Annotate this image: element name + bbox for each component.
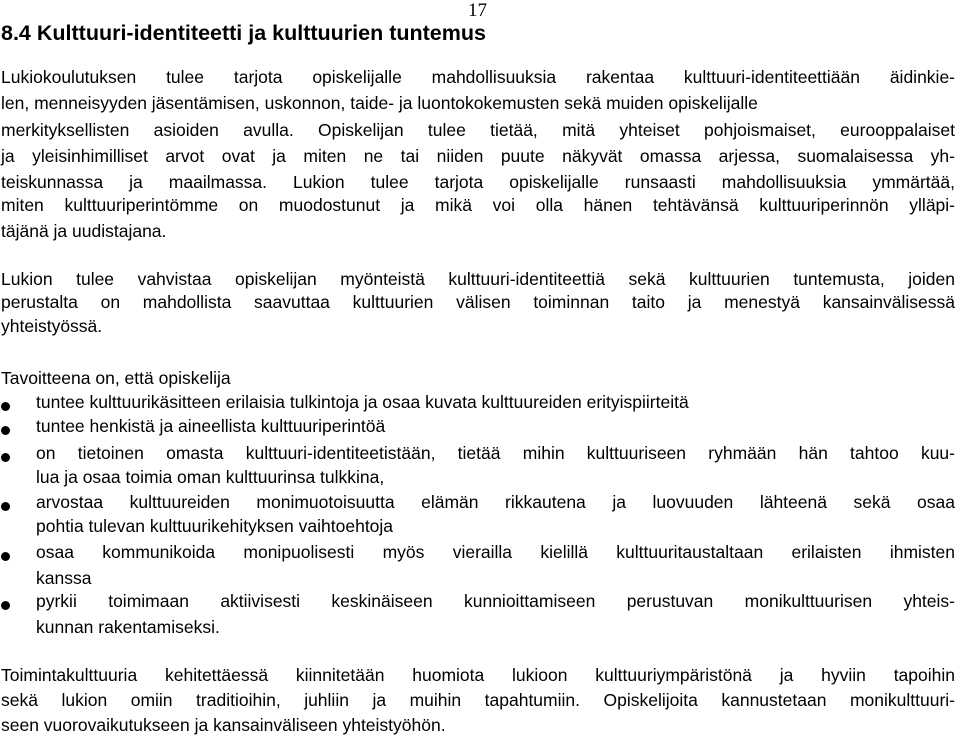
paragraph-line: miten kulttuuriperintömme on muodostunut ja mikä voi olla hänen tehtävänsä kulttuuriperinnön ylläpi- bbox=[1, 195, 955, 215]
list-item-text: on tietoinen omasta kulttuuri-identiteetistään, tietää mihin kulttuuriseen ryhmään hän tahtoo kuu- bbox=[36, 443, 955, 463]
bullet-icon bbox=[1, 453, 10, 462]
list-item-text: lua ja osaa toimia oman kulttuurinsa tulkkina, bbox=[36, 467, 385, 487]
list-item-text: pohtia tulevan kulttuurikehityksen vaihtoehtoja bbox=[36, 516, 394, 536]
paragraph-line: perustalta on mahdollista saavuttaa kulttuurien välisen toiminnan taito ja menestyä kansainvälisessä bbox=[1, 292, 955, 312]
section-heading: 8.4 Kulttuuri-identiteetti ja kulttuurien tuntemus bbox=[1, 21, 486, 45]
goals-intro: Tavoitteena on, että opiskelija bbox=[1, 368, 231, 388]
paragraph-line: len, menneisyyden jäsentämisen, uskonnon, taide- ja luontokokemusten sekä muiden opiskelijalle bbox=[1, 93, 758, 113]
list-item-text: osaa kommunikoida monipuolisesti myös vierailla kielillä kulttuuritaustaltaan erilaisten ihmisten bbox=[36, 542, 955, 562]
list-item-text: pyrkii toimimaan aktiivisesti keskinäiseen kunnioittamiseen perustuvan monikulttuurisen yhteis- bbox=[36, 591, 955, 611]
paragraph-line: merkityksellisten asioiden avulla. Opiskelijan tulee tietää, mitä yhteiset pohjoismaiset, eurooppalaiset bbox=[1, 120, 955, 140]
paragraph-line: seen vuorovaikutukseen ja kansainväliseen yhteistyöhön. bbox=[1, 715, 446, 735]
paragraph-line: Lukion tulee vahvistaa opiskelijan myönteistä kulttuuri-identiteettiä sekä kulttuurien tuntemusta, joiden bbox=[1, 269, 955, 289]
bullet-icon bbox=[1, 426, 10, 435]
page-number: 17 bbox=[468, 0, 487, 21]
paragraph-line: yhteistyössä. bbox=[1, 316, 103, 336]
list-item-text: tuntee kulttuurikäsitteen erilaisia tulkintoja ja osaa kuvata kulttuureiden erityispiirteitä bbox=[36, 392, 689, 412]
bullet-icon bbox=[1, 402, 10, 411]
list-item-text: arvostaa kulttuureiden monimuotoisuutta elämän rikkautena ja luovuuden lähteenä sekä osaa bbox=[36, 492, 955, 512]
bullet-icon bbox=[1, 502, 10, 511]
paragraph-line: ja yleisinhimilliset arvot ovat ja miten ne tai niiden puute näkyvät omassa arjessa, suomalaisessa yh- bbox=[1, 146, 955, 166]
paragraph-line: Toimintakulttuuria kehitettäessä kiinnitetään huomiota lukioon kulttuuriympäristönä ja hyviin tapoihin bbox=[1, 665, 955, 685]
bullet-icon bbox=[1, 601, 10, 610]
list-item-text: kanssa bbox=[36, 568, 92, 588]
list-item-text: kunnan rakentamiseksi. bbox=[36, 617, 220, 637]
paragraph-line: täjänä ja uudistajana. bbox=[1, 221, 167, 241]
paragraph-line: sekä lukion omiin traditioihin, juhliin ja muihin tapahtumiin. Opiskelijoita kannustetaan monikulttuuri- bbox=[1, 690, 955, 710]
paragraph-line: Lukiokoulutuksen tulee tarjota opiskelijalle mahdollisuuksia rakentaa kulttuuri-identiteettiään äidinkie- bbox=[1, 67, 955, 87]
paragraph-line: teiskunnassa ja maailmassa. Lukion tulee tarjota opiskelijalle runsaasti mahdollisuuksia ymmärtää, bbox=[1, 172, 955, 192]
bullet-icon bbox=[1, 552, 10, 561]
list-item-text: tuntee henkistä ja aineellista kulttuuriperintöä bbox=[36, 416, 386, 436]
